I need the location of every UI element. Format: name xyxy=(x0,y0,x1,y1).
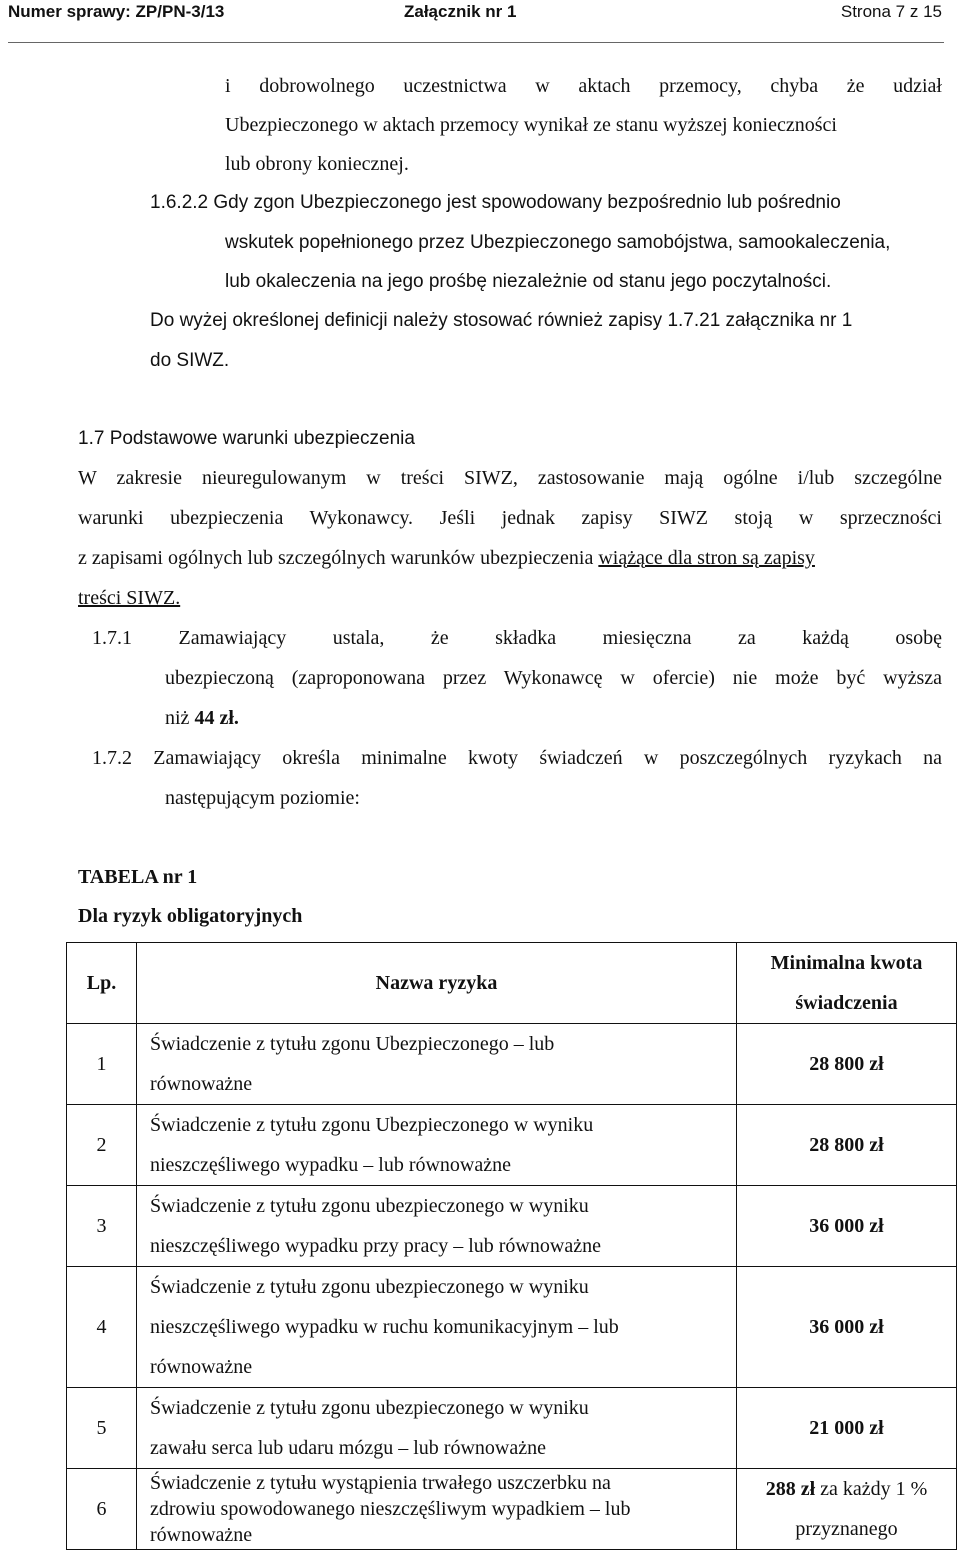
row-name xyxy=(137,1388,737,1469)
row-amount xyxy=(737,1388,957,1469)
row-name-line: Świadczenie z tytułu zgonu Ubezpieczonego w wyniku xyxy=(150,1114,594,1136)
table-row xyxy=(67,1024,957,1105)
row-name-line: nieszczęśliwego wypadku w ruchu komunikacyjnym – lub xyxy=(150,1316,619,1338)
header-lp: Lp. xyxy=(67,943,137,1024)
row-name xyxy=(137,1024,737,1105)
paragraph-line xyxy=(78,545,815,571)
premium-amount: 44 zł. xyxy=(194,707,239,729)
row-amount xyxy=(737,1024,957,1105)
row-name-line: Świadczenie z tytułu zgonu ubezpieczonego w wyniku xyxy=(150,1195,589,1217)
table-header-row xyxy=(67,943,957,1024)
table-row xyxy=(67,1105,957,1186)
header-min-amount xyxy=(737,943,957,1024)
amount-value: 36 000 zł xyxy=(809,1215,884,1237)
row-name-line: równoważne xyxy=(150,1073,253,1095)
page-number: Strona 7 z 15 xyxy=(840,2,942,21)
row-name xyxy=(137,1267,737,1388)
paragraph-line: wskutek popełnionego przez Ubezpieczonego samobójstwa, samookaleczenia, xyxy=(225,232,891,253)
section-title: 1.7 Podstawowe warunki ubezpieczenia xyxy=(78,428,415,449)
row-lp: 3 xyxy=(67,1186,137,1267)
paragraph-line: 1.7.1 Zamawiający ustala, że składka miesięczna za każdą osobę xyxy=(92,627,942,649)
table-row xyxy=(67,1186,957,1267)
amount-suffix: za każdy 1 % xyxy=(815,1478,928,1500)
row-name-line: Świadczenie z tytułu zgonu ubezpieczonego w wyniku xyxy=(150,1397,589,1419)
table-row xyxy=(67,1469,957,1550)
row-lp: 5 xyxy=(67,1388,137,1469)
row-amount xyxy=(737,1186,957,1267)
amount-line: przyznanego xyxy=(795,1518,898,1540)
row-name-line: nieszczęśliwego wypadku – lub równoważne xyxy=(150,1154,511,1176)
paragraph-line: W zakresie nieuregulowanym w treści SIWZ, zastosowanie mają ogólne i/lub szczególne xyxy=(78,467,942,489)
row-name xyxy=(137,1469,737,1550)
row-name xyxy=(137,1105,737,1186)
header-divider xyxy=(8,42,944,43)
header-name: Nazwa ryzyka xyxy=(137,943,737,1024)
row-amount xyxy=(737,1105,957,1186)
paragraph-line: 1.7.2 Zamawiający określa minimalne kwoty świadczeń w poszczególnych ryzykach na xyxy=(92,747,942,769)
row-amount xyxy=(737,1267,957,1388)
paragraph-text: z zapisami ogólnych lub szczególnych warunków ubezpieczenia xyxy=(78,547,599,569)
underlined-text: wiążące dla stron są zapisy xyxy=(598,547,815,569)
row-name-line: równoważne xyxy=(150,1524,253,1546)
risk-table xyxy=(66,942,957,1550)
header-min-line: Minimalna kwota xyxy=(770,952,923,974)
paragraph-line: Do wyżej określonej definicji należy stosować również zapisy 1.7.21 załącznika nr 1 xyxy=(150,310,853,331)
paragraph-line: lub okaleczenia na jego prośbę niezależnie od stanu jego poczytalności. xyxy=(225,271,832,292)
page-header xyxy=(0,0,960,44)
paragraph-line: lub obrony koniecznej. xyxy=(225,153,409,175)
paragraph-line: warunki ubezpieczenia Wykonawcy. Jeśli jednak zapisy SIWZ stoją w sprzeczności xyxy=(78,507,942,529)
amount-value: 21 000 zł xyxy=(809,1417,884,1439)
table-row xyxy=(67,1388,957,1469)
row-name-line: nieszczęśliwego wypadku przy pracy – lub równoważne xyxy=(150,1235,601,1257)
paragraph-line: Ubezpieczonego w aktach przemocy wynikał ze stanu wyższej konieczności xyxy=(225,114,837,136)
paragraph-line: 1.6.2.2 Gdy zgon Ubezpieczonego jest spowodowany bezpośrednio lub pośrednio xyxy=(150,192,841,213)
attachment-label: Załącznik nr 1 xyxy=(404,2,517,21)
row-name-line: zdrowiu spowodowanego nieszczęśliwym wypadkiem – lub xyxy=(150,1498,631,1520)
paragraph-line: i dobrowolnego uczestnictwa w aktach przemocy, chyba że udział xyxy=(225,75,942,97)
row-name-line: Świadczenie z tytułu zgonu Ubezpieczonego – lub xyxy=(150,1033,555,1055)
amount-value: 288 zł xyxy=(765,1478,816,1500)
row-lp: 2 xyxy=(67,1105,137,1186)
underlined-text: treści SIWZ. xyxy=(78,587,181,609)
paragraph-line: ubezpieczoną (zaproponowana przez Wykonawcę w ofercie) nie może być wyższa xyxy=(165,667,942,689)
row-name-line: równoważne xyxy=(150,1356,253,1378)
paragraph-text: niż xyxy=(165,707,195,729)
row-lp: 6 xyxy=(67,1469,137,1550)
row-name-line: Świadczenie z tytułu wystąpienia trwałego uszczerbku na xyxy=(150,1472,611,1494)
paragraph-line xyxy=(165,705,239,731)
table-row xyxy=(67,1267,957,1388)
case-number: Numer sprawy: ZP/PN-3/13 xyxy=(8,2,225,21)
row-name-line: Świadczenie z tytułu zgonu ubezpieczonego w wyniku xyxy=(150,1276,589,1298)
amount-value: 28 800 zł xyxy=(809,1053,884,1075)
paragraph-line: do SIWZ. xyxy=(150,350,230,371)
paragraph-line: następującym poziomie: xyxy=(165,787,360,809)
row-amount xyxy=(737,1469,957,1550)
table-caption: TABELA nr 1 xyxy=(78,866,198,888)
amount-value: 36 000 zł xyxy=(809,1316,884,1338)
amount-line xyxy=(737,1469,956,1509)
row-lp: 4 xyxy=(67,1267,137,1388)
table-subcaption: Dla ryzyk obligatoryjnych xyxy=(78,905,303,927)
amount-value: 28 800 zł xyxy=(809,1134,884,1156)
header-min-line: świadczenia xyxy=(795,992,898,1014)
row-name-line: zawału serca lub udaru mózgu – lub równoważne xyxy=(150,1437,546,1459)
row-name xyxy=(137,1186,737,1267)
row-lp: 1 xyxy=(67,1024,137,1105)
